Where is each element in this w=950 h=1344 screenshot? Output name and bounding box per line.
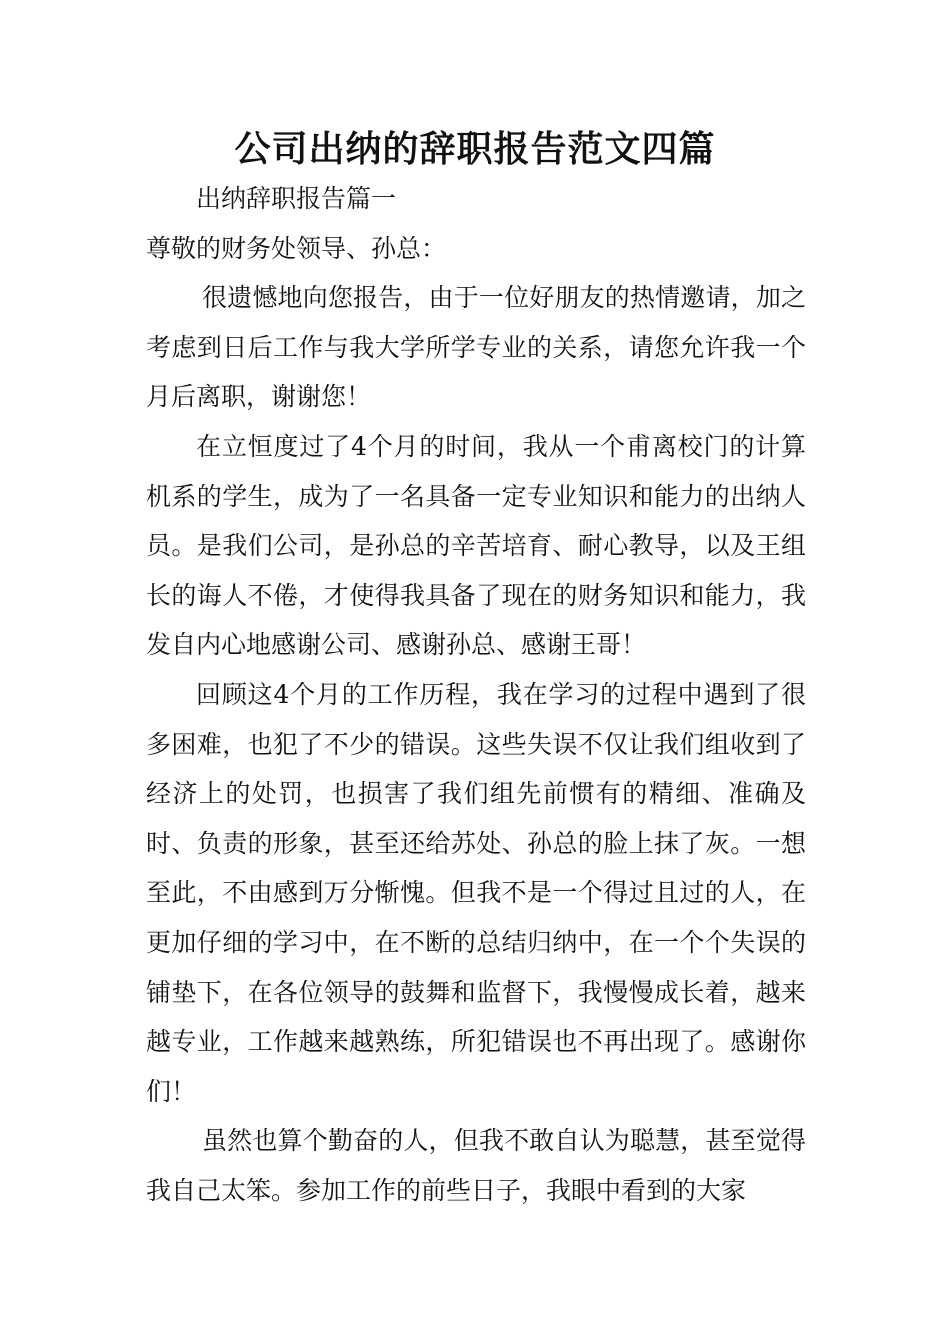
document-body (146, 174, 806, 1215)
section-heading: 出纳辞职报告篇一 (196, 184, 397, 213)
paragraph-1: 很遗憾地向您报告，由于一位好朋友的热情邀请，加之考虑到日后工作与我大学所学专业的关系，请您允许我一个月后离职，谢谢您！ (146, 283, 806, 412)
paragraph-2: 在立恒度过了4个月的时间，我从一个甫离校门的计算机系的学生，成为了一名具备一定专业知识和能力的出纳人员。是我们公司，是孙总的辛苦培育、耐心教导，以及王组长的诲人不倦，才使得我具备了现在的财务知识和能力，我发自内心地感谢公司、感谢孙总、感谢王哥！ (146, 431, 806, 660)
document-title: 公司出纳的辞职报告范文四篇 (234, 129, 716, 170)
paragraph-3: 回顾这4个月的工作历程，我在学习的过程中遇到了很多困难，也犯了不少的错误。这些失误不仅让我们组收到了经济上的处罚，也损害了我们组先前惯有的精细、准确及时、负责的形象，甚至还给苏处、孙总的脸上抹了灰。一想至此，不由感到万分惭愧。但我不是一个得过且过的人，在更加仔细的学习中，在不断的总结归纳中，在一个个失误的铺垫下，在各位领导的鼓舞和监督下，我慢慢成长着，越来越专业，工作越来越熟练，所犯错误也不再出现了。感谢你们！ (146, 679, 806, 1106)
salutation: 尊敬的财务处领导、孙总： (146, 233, 447, 263)
paragraph-4: 虽然也算个勤奋的人，但我不敢自认为聪慧，甚至觉得我自己太笨。参加工作的前些日子，我眼中看到的大家 (146, 1126, 806, 1205)
